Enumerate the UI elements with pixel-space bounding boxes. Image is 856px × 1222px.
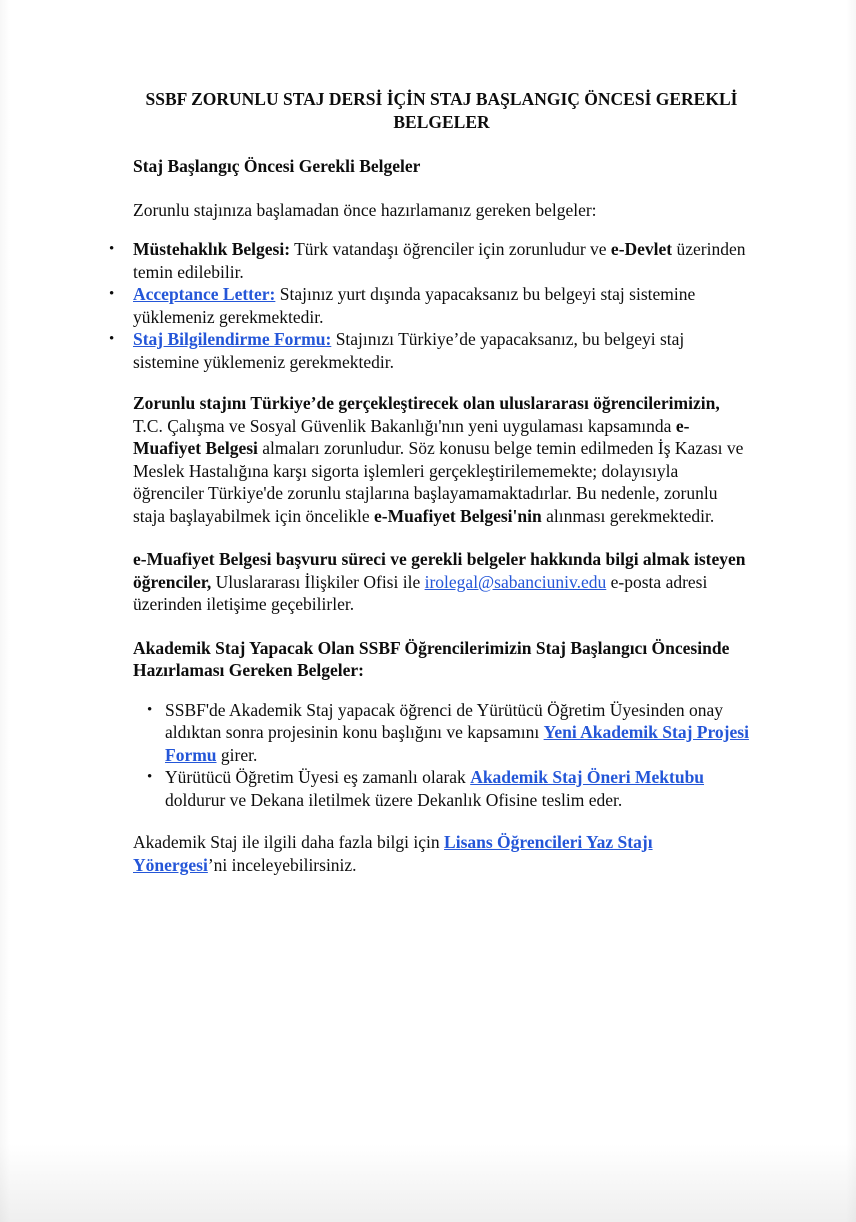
- staj-bilgilendirme-formu-link[interactable]: Staj Bilgilendirme Formu:: [133, 329, 332, 349]
- akademik-staj-oneri-mektubu-link[interactable]: Akademik Staj Öneri Mektubu: [470, 767, 705, 787]
- more-info-text-2: ’ni inceleyebilirsiniz.: [207, 854, 357, 875]
- lisans-yaz-staji-yonergesi-link[interactable]: Lisans Öğrencileri Yaz Stajı Yönergesi: [133, 832, 653, 875]
- emuafiyet-text-1: Uluslararası İlişkiler Ofisi ile: [211, 571, 425, 592]
- mustehaklik-text: Türk vatandaşı öğrenciler için zorunludur ve: [290, 239, 611, 259]
- acceptance-letter-link[interactable]: Acceptance Letter:: [133, 284, 276, 304]
- bullet-icon: •: [147, 701, 153, 718]
- more-info-paragraph: [133, 831, 750, 876]
- mustehaklik-text-2: üzerinden temin edilebilir.: [133, 239, 746, 282]
- irolegal-email-link[interactable]: irolegal@sabanciuniv.edu: [424, 571, 607, 592]
- edevlet-emphasis: e-Devlet: [610, 239, 673, 259]
- mustehaklik-label: Müstehaklık Belgesi:: [133, 239, 291, 259]
- akademik-staj-heading: Akademik Staj Yapacak Olan SSBF Öğrencilerimizin Staj Başlangıcı Öncesinde Hazırlaması Gereken Belgeler:: [133, 637, 730, 680]
- emuafiyet-belgesi-emphasis: e-Muafiyet Belgesi: [133, 415, 690, 458]
- akademik-item1-text-2: girer.: [216, 744, 258, 765]
- required-documents-list: [109, 238, 750, 373]
- list-item-staj-bilgilendirme: [109, 328, 750, 373]
- emuafiyet-bold-lead: e-Muafiyet Belgesi başvuru süreci ve gerekli belgeler hakkında bilgi almak isteyen öğrenciler,: [133, 549, 746, 592]
- emuafiyet-contact-paragraph: [133, 548, 750, 616]
- intl-text-3: alınması gerekmektedir.: [541, 505, 715, 526]
- page-bottom-edge-shading: [0, 1144, 856, 1222]
- list-item-mustehaklik: [109, 238, 750, 283]
- bullet-icon: •: [109, 286, 115, 302]
- document-title: SSBF ZORUNLU STAJ DERSİ İÇİN STAJ BAŞLANGIÇ ÖNCESİ GEREKLİ BELGELER: [145, 89, 738, 132]
- intro-paragraph: Zorunlu stajınıza başlamadan önce hazırlamanız gereken belgeler:: [133, 199, 597, 220]
- intl-text-1: T.C. Çalışma ve Sosyal Güvenlik Bakanlığı'nın yeni uygulaması kapsamında: [133, 415, 676, 436]
- document-content: [109, 88, 750, 876]
- international-students-paragraph: [133, 392, 750, 527]
- section-subheading: Staj Başlangıç Öncesi Gerekli Belgeler: [133, 156, 421, 176]
- yeni-akademik-staj-projesi-formu-link[interactable]: Yeni Akademik Staj Projesi Formu: [165, 722, 749, 765]
- akademik-item2-text-2: doldurur ve Dekana iletilmek üzere Dekanlık Ofisine teslim eder.: [165, 789, 623, 810]
- bullet-icon: •: [147, 769, 153, 785]
- staj-bilgilendirme-text: Stajınızı Türkiye’de yapacaksanız, bu belgeyi staj sistemine yüklemeniz gerekmektedir.: [133, 329, 685, 372]
- akademik-staj-list: [147, 699, 750, 812]
- bullet-icon: •: [109, 241, 115, 257]
- list-item-yeni-akademik-staj: [147, 699, 750, 767]
- more-info-text: Akademik Staj ile ilgili daha fazla bilgi için: [133, 832, 445, 852]
- akademik-item1-text: SSBF'de Akademik Staj yapacak öğrenci de Yürütücü Öğretim Üyesinden onay aldıktan sonra projesinin konu başlığını ve kapsamını: [165, 699, 724, 742]
- bullet-icon: •: [109, 331, 115, 347]
- page-right-edge-shading: [846, 0, 856, 1222]
- emuafiyet-belgesinin-emphasis: e-Muafiyet Belgesi'nin: [374, 505, 542, 526]
- emuafiyet-text-2: e-posta adresi üzerinden iletişime geçebilirler.: [133, 571, 708, 614]
- list-item-acceptance-letter: [109, 283, 750, 328]
- intl-bold-lead: Zorunlu stajını Türkiye’de gerçekleştirecek olan uluslararası öğrencilerimizin,: [133, 393, 720, 413]
- page-left-edge-shading: [0, 0, 10, 1222]
- akademik-item2-text: Yürütücü Öğretim Üyesi eş zamanlı olarak: [165, 767, 471, 787]
- acceptance-letter-text: Stajınız yurt dışında yapacaksanız bu belgeyi staj sistemine yüklemeniz gerekmektedir.: [133, 284, 696, 327]
- intl-text-2: almaları zorunludur. Söz konusu belge temin edilmeden İş Kazası ve Meslek Hastalığına karşı sigorta işlemleri gerçekleştirilememekte; dolayısıyla öğrenciler Türkiye'de zorunlu stajlarına başlayamamaktadırlar. Bu nedenle, zorunlu staja başlayabilmek için öncelikle: [133, 438, 744, 526]
- list-item-oneri-mektubu: [147, 766, 750, 811]
